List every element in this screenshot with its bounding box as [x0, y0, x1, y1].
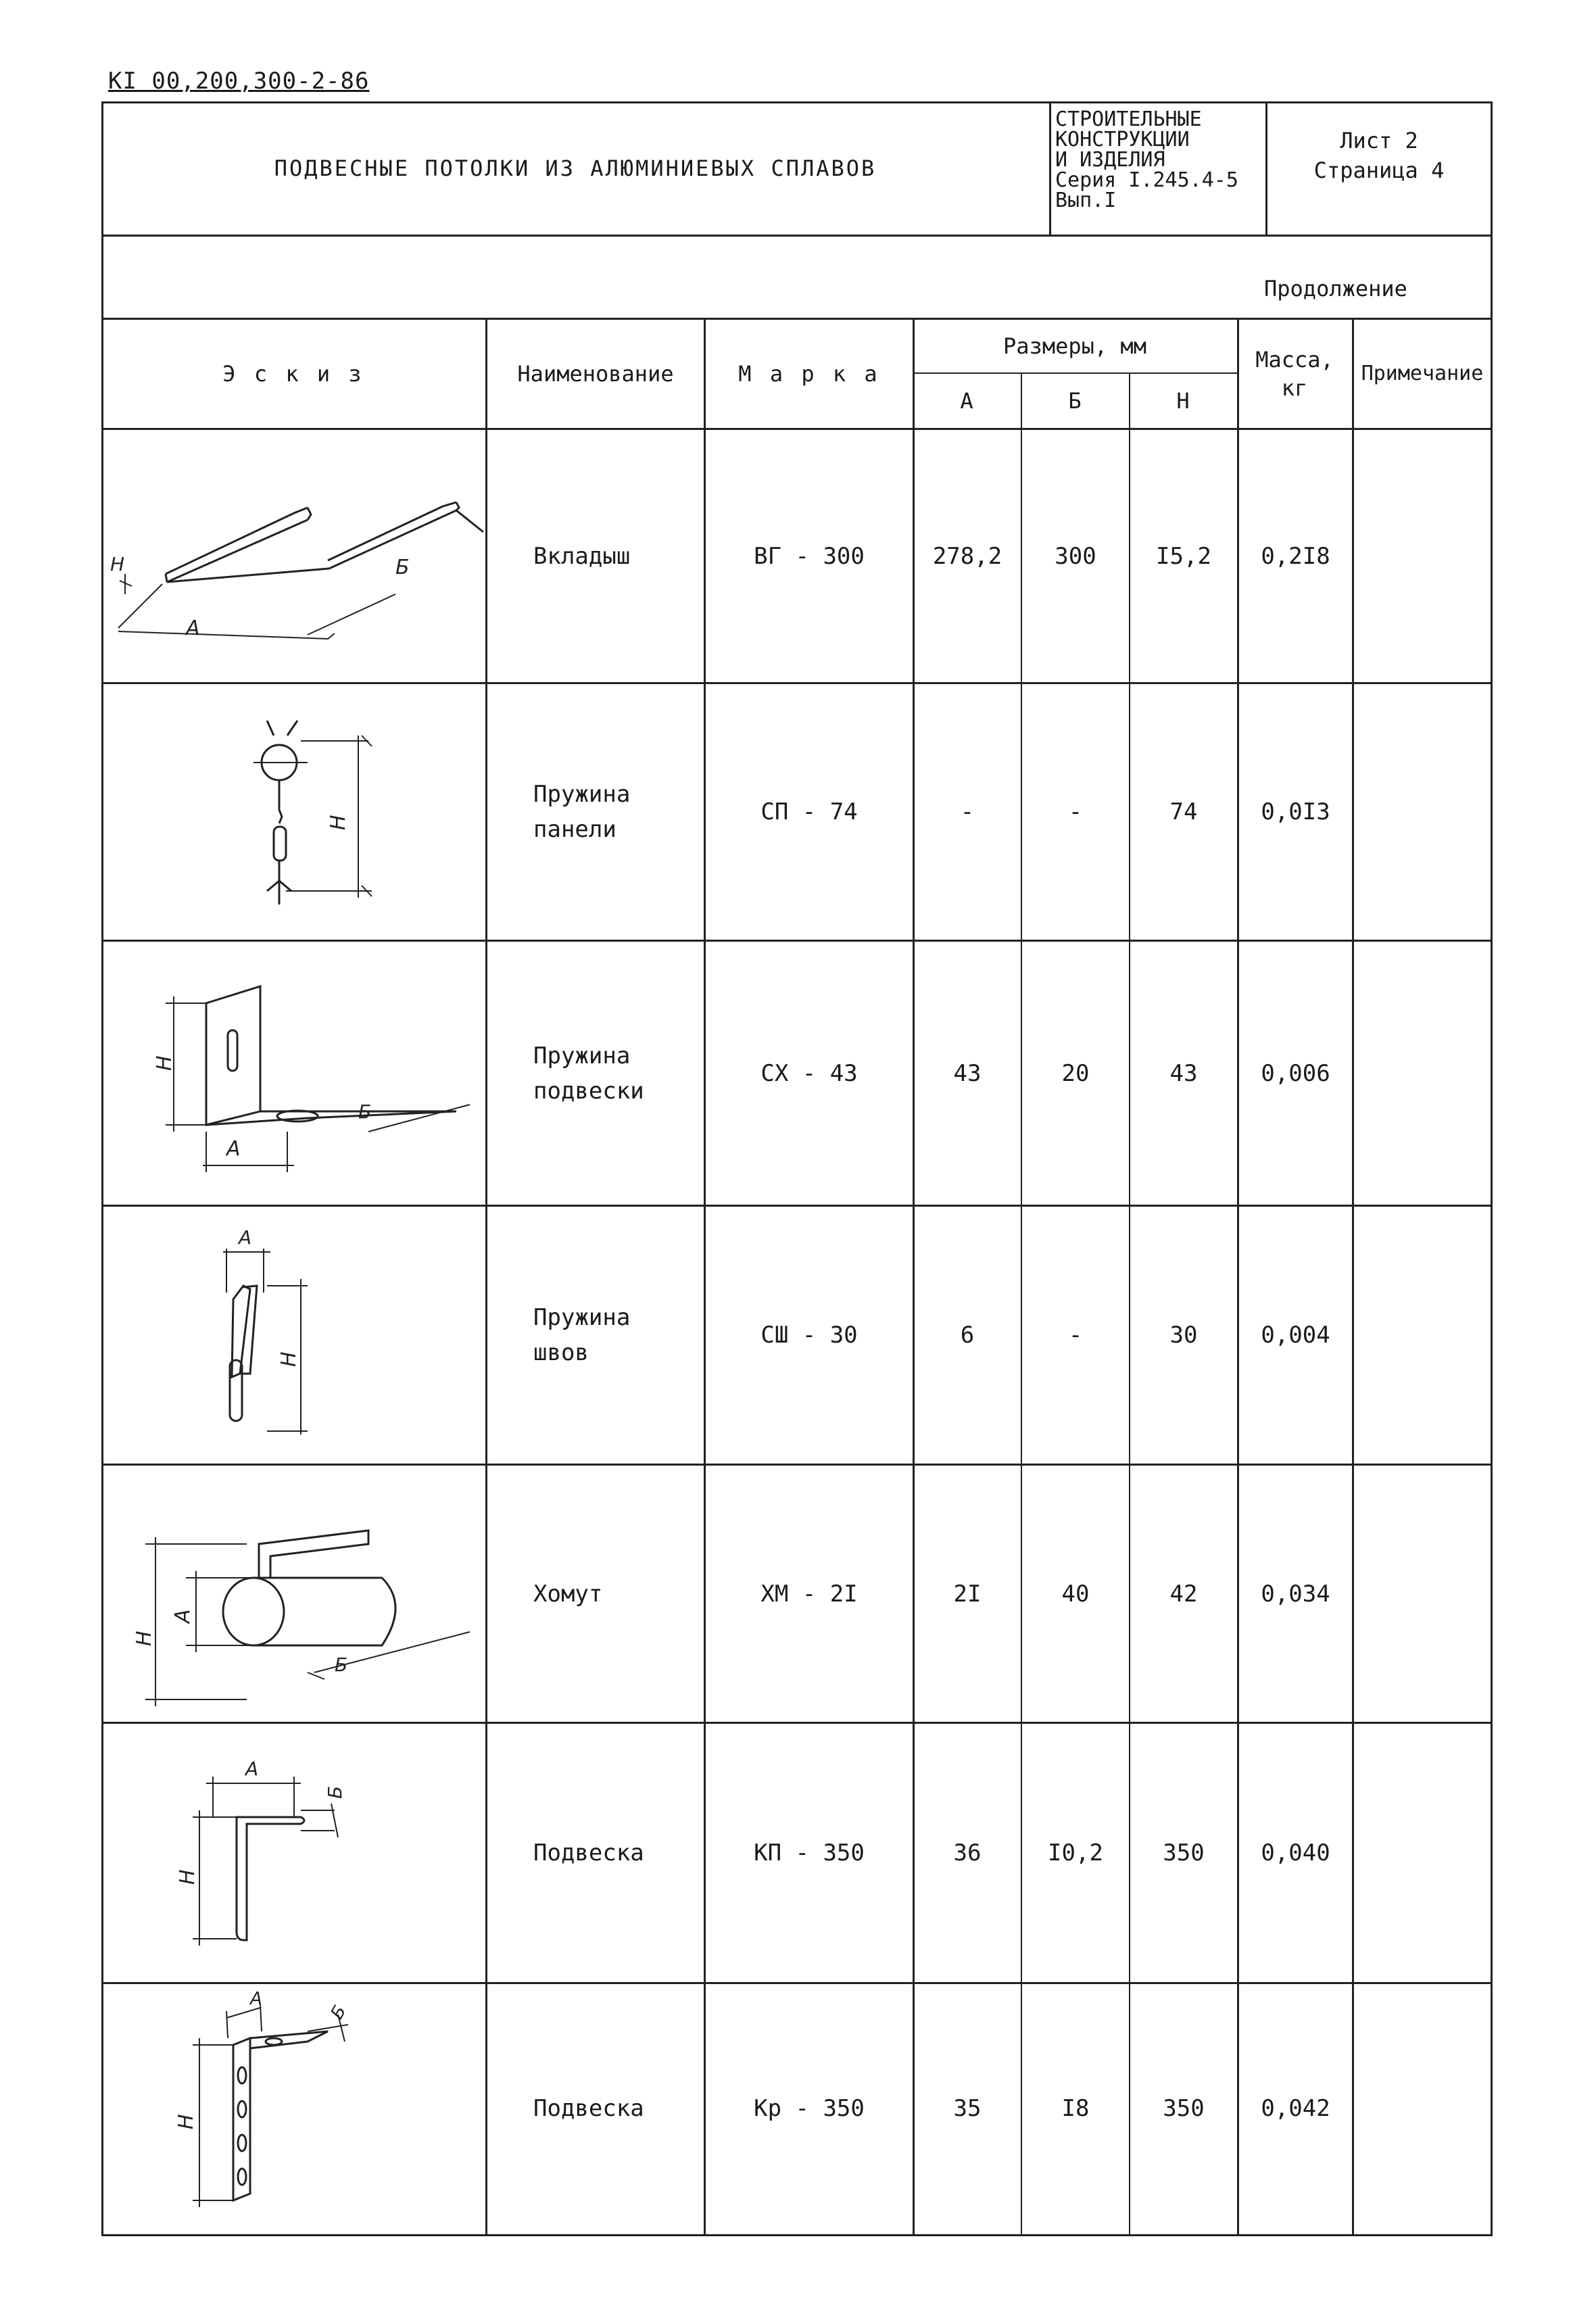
- col-header-name: Наименование: [517, 361, 674, 387]
- cell-h: 74: [1169, 798, 1198, 825]
- sketch-label-a: А: [250, 1989, 262, 2009]
- cell-mass: 0,004: [1261, 1322, 1330, 1349]
- cell-mark: ВГ - 300: [754, 542, 865, 570]
- cell-mark: Кр - 350: [754, 2094, 865, 2122]
- cell-name: Пружина швов: [533, 1304, 631, 1366]
- sketch-label-a: А: [245, 1757, 259, 1780]
- sketch-label-b: Б: [358, 1101, 372, 1123]
- sketch-label-h: Н: [277, 1351, 301, 1367]
- cell-mass: 0,006: [1261, 1059, 1330, 1087]
- document-title: ПОДВЕСНЫЕ ПОТОЛКИ ИЗ АЛЮМИНИЕВЫХ СПЛАВОВ: [101, 101, 1051, 235]
- cell-name: Пружина подвески: [533, 1042, 644, 1105]
- panel-spring-icon: [105, 688, 483, 938]
- cell-a: -: [960, 798, 975, 825]
- cell-b: 300: [1055, 542, 1096, 570]
- col-header-dimensions: Размеры, мм: [1003, 333, 1146, 359]
- sheet-block: [1267, 101, 1491, 235]
- series-block: [1051, 101, 1267, 235]
- cell-mass: 0,2I8: [1261, 542, 1330, 570]
- issue-number: Вып.I: [1055, 189, 1117, 212]
- cell-b: 20: [1061, 1059, 1090, 1087]
- sketch-label-b: Б: [324, 1785, 346, 1799]
- title-block: [101, 101, 1493, 237]
- cell-name: Подвеска: [533, 2094, 644, 2122]
- cell-h: 350: [1163, 2094, 1205, 2122]
- sketch-label-b: Б: [395, 556, 410, 579]
- cell-mark: СП - 74: [760, 798, 858, 825]
- cell-h: 350: [1163, 1839, 1205, 1866]
- seam-spring-icon: [105, 1211, 483, 1462]
- cell-a: 278,2: [932, 542, 1002, 570]
- cell-mark: КП - 350: [754, 1839, 865, 1866]
- cell-name: Хомут: [533, 1580, 603, 1608]
- document-code: КI 00,200,300-2-86: [108, 68, 370, 95]
- cell-b: I0,2: [1048, 1839, 1103, 1866]
- col-header-mark: М а р к а: [738, 361, 880, 387]
- cell-b: -: [1068, 1322, 1083, 1349]
- cell-b: 40: [1061, 1580, 1090, 1608]
- cell-name: Подвеска: [533, 1839, 644, 1866]
- col-divider: [1352, 318, 1354, 2236]
- sketch-label-h: Н: [132, 1631, 156, 1646]
- series-line: КОНСТРУКЦИИ: [1055, 128, 1190, 151]
- sheet-number: Лист 2: [1340, 128, 1418, 153]
- sketch-label-h: Н: [176, 1868, 199, 1885]
- cell-mark: ХМ - 2I: [760, 1580, 858, 1608]
- cell-h: 42: [1169, 1580, 1198, 1608]
- cell-mass: 0,034: [1261, 1580, 1330, 1608]
- series-number: Серия I.245.4-5: [1055, 168, 1238, 192]
- sketch-label-a: А: [171, 1609, 195, 1623]
- cell-a: 43: [953, 1059, 982, 1087]
- col-header-a: А: [960, 388, 973, 414]
- continuation-label: Продолжение: [1264, 276, 1407, 301]
- cell-mark: СШ - 30: [760, 1322, 858, 1349]
- cell-mass: 0,042: [1261, 2094, 1330, 2122]
- sketch-label-h: Н: [110, 553, 125, 575]
- hanger-spring-icon: [105, 949, 483, 1199]
- insert-channel-icon: [105, 432, 483, 682]
- series-line: И ИЗДЕЛИЯ: [1055, 148, 1165, 172]
- series-line: СТРОИТЕЛЬНЫЕ: [1055, 107, 1202, 131]
- sketch-label-b: Б: [335, 1654, 348, 1676]
- col-header-sketch: Э с к и з: [222, 361, 364, 387]
- col-header-b: Б: [1068, 388, 1082, 414]
- cell-a: 6: [960, 1322, 975, 1349]
- sketch-label-a: А: [239, 1226, 252, 1249]
- cell-b: -: [1068, 798, 1083, 825]
- col-header-mass: Масса, кг: [1255, 347, 1334, 401]
- cell-name: Вкладыш: [533, 542, 631, 570]
- page-number: Страница 4: [1313, 158, 1445, 183]
- cell-mass: 0,040: [1261, 1839, 1330, 1866]
- clamp-icon: [105, 1470, 483, 1720]
- perforated-hanger-icon: [105, 1984, 483, 2234]
- sketch-label-h: Н: [327, 814, 350, 830]
- cell-mark: СХ - 43: [760, 1059, 858, 1087]
- cell-a: 36: [953, 1839, 982, 1866]
- cell-name: Пружина панели: [533, 781, 631, 843]
- sketch-label-a: А: [226, 1137, 241, 1161]
- sketch-label-a: А: [186, 617, 200, 640]
- sketch-label-h: Н: [174, 2114, 198, 2129]
- cell-a: 35: [953, 2094, 982, 2122]
- col-header-note: Примечание: [1361, 362, 1484, 385]
- cell-b: I8: [1061, 2094, 1090, 2122]
- cell-a: 2I: [953, 1580, 982, 1608]
- cell-mass: 0,0I3: [1261, 798, 1330, 825]
- col-header-h: Н: [1176, 388, 1190, 414]
- cell-h: 43: [1169, 1059, 1198, 1087]
- sketch-label-h: Н: [153, 1055, 176, 1071]
- hanger-bracket-icon: [105, 1729, 483, 1979]
- cell-h: 30: [1169, 1322, 1198, 1349]
- cell-h: I5,2: [1156, 542, 1211, 570]
- sketch-label-b: Б: [327, 2002, 351, 2023]
